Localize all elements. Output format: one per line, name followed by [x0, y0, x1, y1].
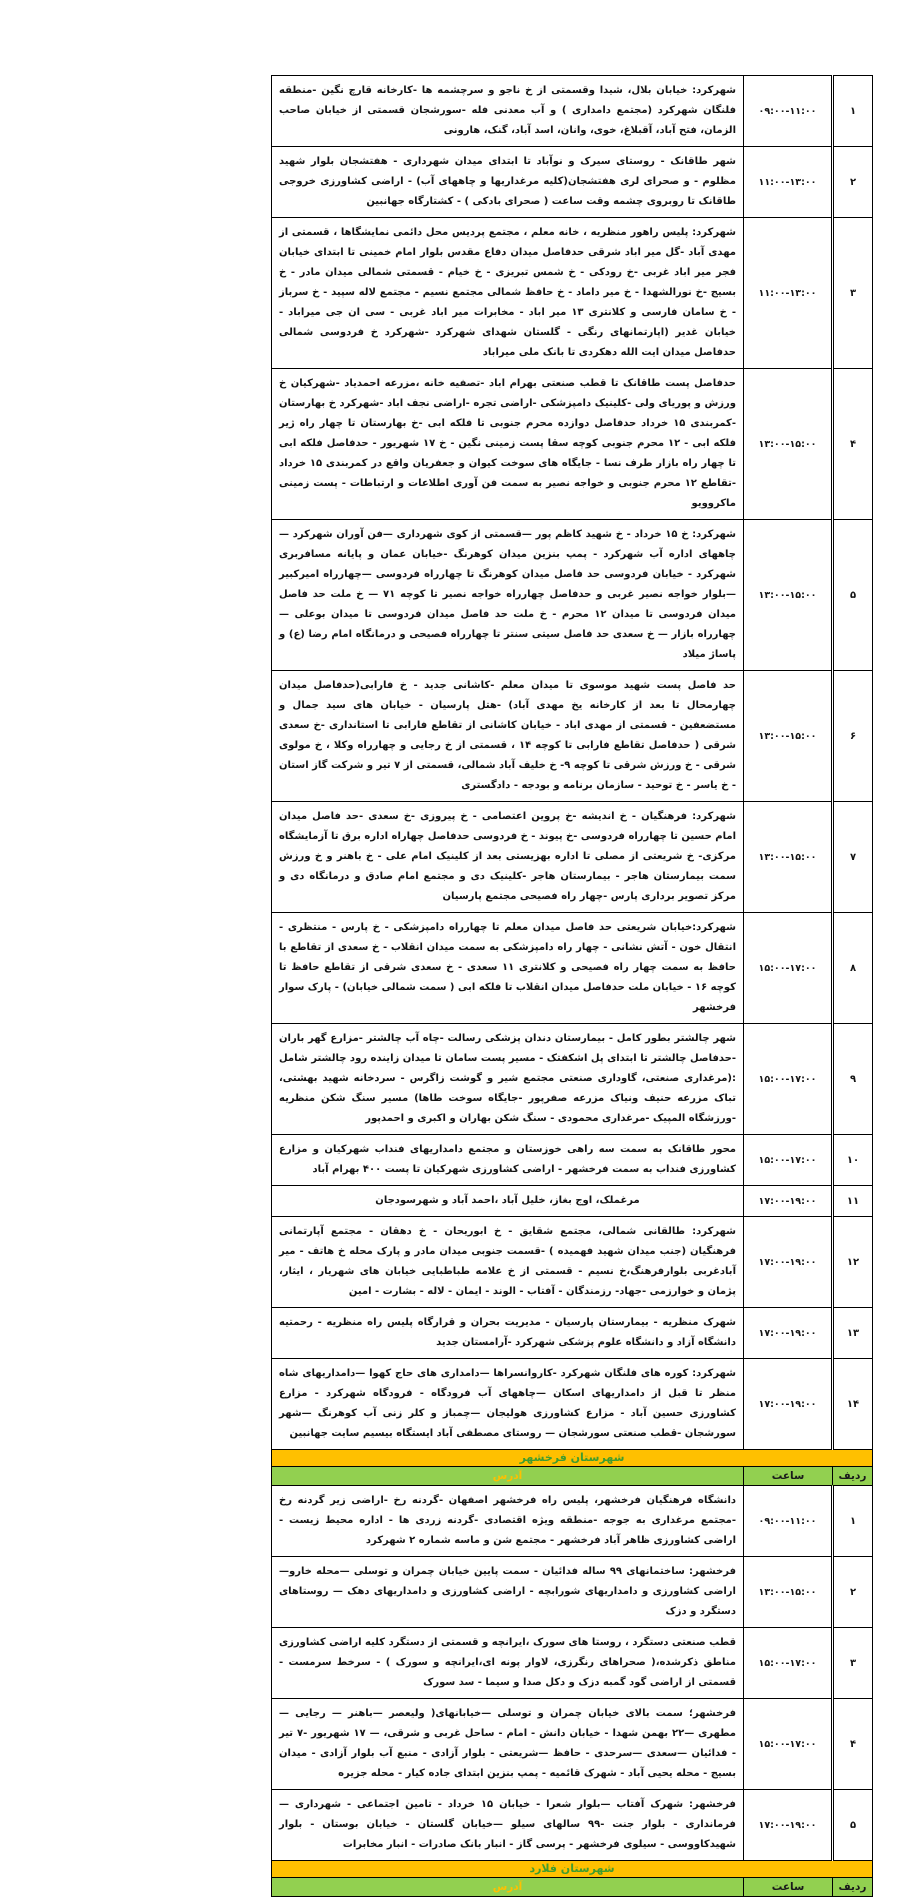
address-cell: شهر طاقانک - روستای سیرک و نوآباد تا ابتدای میدان شهرداری - هفتشجان بلوار شهید مظلوم - و صحرای لری هفتشجان(کلیه مرغداریها و چاههای آب) - اراضی کشاورزی خروجی طاقانک تا روبروی چشمه وقت ساعت ( صحرای بادکی ) - کشتارگاه جهانبین — [272, 147, 744, 218]
time-range: ۱۳:۰۰-۱۵:۰۰ — [758, 1586, 817, 1598]
address-cell: شهر چالشتر بطور کامل - بیمارستان دندان پزشکی رسالت -چاه آب چالشتر -مزارع گهر باران -حدفاصل چالشتر تا ابتدای پل اشکفتک - مسیر پست سامان تا میدان زاینده رود چالشتر شامل :(مرغداری صنعتی، گاوداری صنعتی مجتمع شیر و گوشت زاگرس - سردخانه شهید بهشتی، تباک مزرعه حنیف ونیاک مزرعه صفرپور -جایگاه سوخت طاها) مسیر سنگ شکن منظریه -ورزشگاه المپیک -مرغداری محمودی - سنگ شکن بهاران و اکبری و احمدپور — [272, 1024, 744, 1135]
table-row — [272, 520, 873, 671]
row-number-cell: ۲ — [833, 147, 873, 218]
address-cell: دانشگاه فرهنگیان فرخشهر، پلیس راه فرخشهر اصفهان -گردنه رخ -اراضی زیر گردنه رخ -مجتمع مرغداری به جوجه -منطقه ویژه اقتصادی -گردنه زردی ها - اداره محیط زیست - اراضی کشاورزی ظاهر آباد فرخشهر - مجتمع شن و ماسه شماره ۲ شهرکرد — [272, 1486, 744, 1557]
time-range: ۱۷:۰۰-۱۹:۰۰ — [758, 1256, 817, 1268]
table-row — [272, 1217, 873, 1308]
time-cell — [744, 1359, 833, 1450]
time-range: ۱۷:۰۰-۱۹:۰۰ — [758, 1819, 817, 1831]
address-cell: مرغملک، اوج بغاز، خلیل آباد ،احمد آباد و شهرسودجان — [272, 1186, 744, 1217]
time-range: ۱۵:۰۰-۱۷:۰۰ — [758, 1657, 817, 1669]
time-range: ۱۳:۰۰-۱۵:۰۰ — [758, 851, 817, 863]
time-cell — [744, 671, 833, 802]
row-number-cell: ۵ — [833, 520, 873, 671]
table-row — [272, 1557, 873, 1628]
row-number-cell: ۳ — [833, 218, 873, 369]
address-column-header: آدرس — [272, 1878, 744, 1897]
row-column-header: ردیف — [833, 1467, 873, 1486]
outage-table — [271, 75, 873, 1897]
section-title: شهرستان فرخشهر — [272, 1450, 873, 1467]
table-row — [272, 671, 873, 802]
address-cell: فرخشهر: شهرک آفتاب —بلوار شعرا - خیابان ۱۵ خرداد - تامین اجتماعی - شهرداری —فرمانداری - بلوار جنت -۹۹ سالهای سیلو —خیابان گلستان - خیابان بوستان - بلوار شهیدکاووسی - سیلوی فرخشهر - پرسی گاز - انبار بانک صادرات - انبار مخابرات — [272, 1790, 744, 1861]
table-row — [272, 1359, 873, 1450]
time-range: ۰۹:۰۰-۱۱:۰۰ — [758, 105, 817, 117]
row-number-cell: ۴ — [833, 369, 873, 520]
time-cell — [744, 1699, 833, 1790]
time-cell — [744, 76, 833, 147]
table-row — [272, 218, 873, 369]
time-cell — [744, 1790, 833, 1861]
row-number-cell: ۶ — [833, 671, 873, 802]
address-cell: شهرکرد: خ ۱۵ خرداد - خ شهید کاظم پور —قسمتی از کوی شهرداری —فن آوران شهرکرد —چاههای اداره آب شهرکرد - پمپ بنزین میدان کوهرنگ -خیابان عمان و پایانه مسافربری شهرکرد - خیابان فردوسی حد فاصل میدان کوهرنگ تا چهارراه فردوسی —چهارراه امیرکبیر —بلوار خواجه نصیر غربی و حدفاصل چهارراه خواجه نصیر تا کوچه ۷۱ — خ ملت حد فاصل میدان فردوسی تا میدان ۱۲ محرم - خ ملت حد فاصل میدان فردوسی تا میدان بوعلی — چهارراه بازار — خ سعدی حد فاصل سیتی سنتر تا چهارراه فصیحی و درمانگاه امام رضا (ع) و پاساژ میلاد — [272, 520, 744, 671]
row-number-cell: ۹ — [833, 1024, 873, 1135]
address-cell: محور طاقانک به سمت سه راهی خوزستان و مجتمع دامداریهای فنداب شهرکیان و مزارع کشاورزی فنداب به سمت فرخشهر - اراضی کشاورزی شهرکیان تا پست ۴۰۰ بهرام آباد — [272, 1135, 744, 1186]
section-band-row — [272, 1861, 873, 1878]
table-row — [272, 1486, 873, 1557]
section-title: شهرستان فلارد — [272, 1861, 873, 1878]
time-cell — [744, 802, 833, 913]
address-column-header: آدرس — [272, 1467, 744, 1486]
table-row — [272, 1790, 873, 1861]
time-cell — [744, 218, 833, 369]
address-cell: شهرکرد: پلیس راهور منظریه ، خانه معلم ، مجتمع پردیس محل دائمی نمایشگاها ، قسمتی از مهدی آباد -گل میر اباد شرقی حدفاصل میدان دفاع مقدس بلوار امام خمینی تا ابتدای خیابان فجر میر اباد غربی -خ رودکی - خ شمس تبریزی - خ خیام - قسمتی شمالی میدان مادر - خ بسیج -خ نورالشهدا - خ میر داماد - خ حافظ شمالی مجتمع نسیم - مجتمع لاله سپید - خ سرباز - خ سامان فارسی و کلانتری ۱۳ میر اباد - مخابرات میر اباد غربی - سی ان جی میراباد - خیابان غدیر (اپارتمانهای رنگی - گلستان شهدای شهرکرد -شهرکرد خ فردوسی شمالی حدفاصل میدان ایت الله دهکردی تا بانک ملی میراباد — [272, 218, 744, 369]
table-row — [272, 1628, 873, 1699]
time-range: ۱۵:۰۰-۱۷:۰۰ — [758, 1738, 817, 1750]
time-column-header: ساعت — [744, 1878, 833, 1897]
row-number-cell: ۱۳ — [833, 1308, 873, 1359]
row-number-cell: ۳ — [833, 1628, 873, 1699]
address-cell: شهرکرد: طالقانی شمالی، مجتمع شقایق - خ ابوریحان - خ دهقان - مجتمع آپارتمانی فرهنگیان (جنب میدان شهید فهمیده ) -قسمت جنوبی میدان مادر و پارک محله خ هاتف - میر آبادغربی بلوارفرهنگ،خ نسیم - قسمتی از خ علامه طباطبایی خیابان های شهریار ، ایثار، پژمان و خوارزمی -جهاد- رزمندگان - آفتاب - الوند - ایمان - لاله - بشارت - امین — [272, 1217, 744, 1308]
time-range: ۱۷:۰۰-۱۹:۰۰ — [758, 1398, 817, 1410]
time-cell — [744, 913, 833, 1024]
time-cell — [744, 1486, 833, 1557]
time-cell — [744, 147, 833, 218]
table-row — [272, 1308, 873, 1359]
row-number-cell: ۸ — [833, 913, 873, 1024]
address-cell: شهرکرد: فرهنگیان - خ اندیشه -خ پروین اعتصامی - خ پیروزی -خ سعدی -حد فاصل میدان امام حسین تا چهارراه فردوسی -خ پیوند - خ فردوسی حدفاصل چهاراه اداره برق تا آزمایشگاه مرکزی- خ شریعتی از مصلی تا اداره بهزیستی بعد از کلینیک امام علی - خ باهنر و خ ورزش سمت بیمارستان هاجر - بیمارستان هاجر -کلینیک دی و مجتمع امام صادق و درمانگاه دی و مرکز تصویر برداری پارس -چهار راه فصیحی مجتمع پارسیان — [272, 802, 744, 913]
time-range: ۱۱:۰۰-۱۳:۰۰ — [758, 176, 817, 188]
row-number-cell: ۵ — [833, 1790, 873, 1861]
table-row — [272, 147, 873, 218]
time-cell — [744, 1308, 833, 1359]
row-number-cell: ۱۲ — [833, 1217, 873, 1308]
address-cell: قطب صنعتی دستگرد ، روستا های سورک ،ایرانچه و قسمتی از دستگرد کلیه اراضی کشاورزی مناطق ذکرشده،( صحراهای رنگرزی، لاوار پونه ای،ایرانچه و سورک ) - سرخط سرمست - قسمتی از اراضی گود گمبه دزک و دکل صدا و سیما - سد سورک — [272, 1628, 744, 1699]
table-row — [272, 1699, 873, 1790]
time-range: ۰۹:۰۰-۱۱:۰۰ — [758, 1515, 817, 1527]
time-range: ۱۵:۰۰-۱۷:۰۰ — [758, 1073, 817, 1085]
address-cell: فرخشهر: ساختمانهای ۹۹ ساله فدائیان - سمت پایین خیابان چمران و توسلی —محله خارو—اراضی کشاورزی و دامداریهای شورابچه - اراضی کشاورزی و دامداریهای دهک — روستاهای دستگرد و دزک — [272, 1557, 744, 1628]
row-number-cell: ۱۱ — [833, 1186, 873, 1217]
row-number-cell: ۱۰ — [833, 1135, 873, 1186]
table-row — [272, 802, 873, 913]
row-column-header: ردیف — [833, 1878, 873, 1897]
time-cell — [744, 1024, 833, 1135]
table-row — [272, 1186, 873, 1217]
time-cell — [744, 1628, 833, 1699]
row-number-cell: ۴ — [833, 1699, 873, 1790]
table-row — [272, 76, 873, 147]
time-cell — [744, 369, 833, 520]
address-cell: شهرک منظریه - بیمارستان پارسیان - مدیریت بحران و قرارگاه پلیس راه منظریه - رحمتیه دانشگاه آزاد و دانشگاه علوم پزشکی شهرکرد -آرامستان جدید — [272, 1308, 744, 1359]
address-cell: شهرکرد:خیابان شریعتی حد فاصل میدان معلم تا چهارراه دامپزشکی - خ پارس - منتظری - انتقال خون - آتش نشانی - چهار راه دامپزشکی به سمت میدان انقلاب - خ سعدی از تقاطع با حافظ به سمت چهار راه فصیحی و کلانتری ۱۱ سعدی - خ سعدی شرقی از تقاطع حافظ تا کوچه ۱۶ - خیابان ملت حدفاصل میدان انقلاب تا فلکه ابی ( سمت شمالی خیابان) - پارک سوار فرخشهر — [272, 913, 744, 1024]
address-cell: شهرکرد: خیابان بلال، شیدا وقسمتی از خ ناجو و سرچشمه ها -کارخانه قارچ نگین -منطقه فلنگان شهرکرد (مجتمع دامداری ) و آب معدنی فله -سورشجان قسمتی از خیابان صاحب الزمان، فتح آباد، آقبلاغ، خوی، وانان، اسد آباد، گنک، هارونی — [272, 76, 744, 147]
row-number-cell: ۱۴ — [833, 1359, 873, 1450]
time-range: ۱۷:۰۰-۱۹:۰۰ — [758, 1195, 817, 1207]
row-number-cell: ۱ — [833, 1486, 873, 1557]
table-row — [272, 1024, 873, 1135]
row-number-cell: ۲ — [833, 1557, 873, 1628]
table-row — [272, 369, 873, 520]
time-range: ۱۷:۰۰-۱۹:۰۰ — [758, 1327, 817, 1339]
column-header-row — [272, 1467, 873, 1486]
row-number-cell: ۱ — [833, 76, 873, 147]
time-range: ۱۳:۰۰-۱۵:۰۰ — [758, 730, 817, 742]
row-number-cell: ۷ — [833, 802, 873, 913]
time-cell — [744, 1557, 833, 1628]
time-range: ۱۳:۰۰-۱۵:۰۰ — [758, 589, 817, 601]
outage-table-wrap — [272, 75, 873, 1897]
time-cell — [744, 1135, 833, 1186]
time-range: ۱۳:۰۰-۱۵:۰۰ — [758, 438, 817, 450]
table-row — [272, 913, 873, 1024]
time-column-header: ساعت — [744, 1467, 833, 1486]
time-cell — [744, 1217, 833, 1308]
time-cell — [744, 1186, 833, 1217]
time-range: ۱۵:۰۰-۱۷:۰۰ — [758, 962, 817, 974]
section-band-row — [272, 1450, 873, 1467]
table-row — [272, 1135, 873, 1186]
address-cell: فرخشهر؛ سمت بالای خیابان چمران و توسلی —خیابانهای( ولیعصر —باهنر — رجایی —مطهری —۲۲ بهمن شهدا - خیابان دانش - امام - ساحل غربی و شرقی، — ۱۷ شهریور -۷ تیر - فدائیان —سعدی —سرحدی - حافظ —شریعتی - بلوار آزادی - منبع آب بلوار آزادی - میدان بسیج - محله یحیی آباد - شهرک قائمیه - پمپ بنزین ابتدای جاده کیار - محله جزیره — [272, 1699, 744, 1790]
address-cell: حدفاصل پست طاقانک تا قطب صنعتی بهرام اباد -تصفیه خانه ،مزرعه احمدیاد -شهرکیان خ ورزش و پوریای ولی -کلینیک دامپزشکی -اراضی تجره -اراضی نجف اباد -شهرکرد خ بهارستان -کمربندی ۱۵ خرداد حدفاصل دوازده محرم جنوبی تا فلکه ابی -خ بهارستان تا چهار راه ژیر فلکه ابی - ۱۲ محرم جنوبی کوچه سقا پست زمینی نگین - خ ۱۷ شهریور - حدفاصل فلکه ابی تا چهار راه بازار طرف نسا - جایگاه های سوخت کیوان و جعفریان واقع در کمربندی ۱۵ خرداد -تقاطع ۱۲ محرم جنوبی و خواجه نصیر به سمت فن آوری اطلاعات و ارتباطات - پست زمینی ماکروویو — [272, 369, 744, 520]
address-cell: شهرکرد: کوره های فلنگان شهرکرد -کاروانسراها —دامداری های حاج کهوا —دامداریهای شاه منظر تا قبل از دامداریهای اسکان —چاههای آب فرودگاه - فرودگاه شهرکرد - مزارع کشاورزی حسین آباد - مزارع کشاورزی هولیجان —چمباز و کلر زنی آب کوهرنگ —شهر سورشجان -قطب صنعتی سورشجان — روستای مصطفی آباد ایستگاه بیسیم سایت جهانبین — [272, 1359, 744, 1450]
column-header-row — [272, 1878, 873, 1897]
time-cell — [744, 520, 833, 671]
address-cell: حد فاصل پست شهید موسوی تا میدان معلم -کاشانی جدید - خ فارابی(حدفاصل میدان چهارمحال تا بعد از کارخانه یخ مهدی آباد) -هتل پارسیان - خیابان های سید جمال و مستضعفین - قسمتی از مهدی اباد - خیابان کاشانی از تقاطع فارابی تا استانداری -خ سعدی شرقی ( حدفاصل تقاطع فارابی تا کوچه ۱۴ ، قسمتی از خ رجایی و چهارراه وکلا ، خ مولوی شرقی - خ ورزش شرقی تا کوچه ۹- خ خلیف آباد شمالی، قسمتی از ۷ تیر و شرکت گاز استان - خ یاسر - خ توحید - سازمان برنامه و بودجه - دادگستری — [272, 671, 744, 802]
time-range: ۱۱:۰۰-۱۳:۰۰ — [758, 287, 817, 299]
time-range: ۱۵:۰۰-۱۷:۰۰ — [758, 1154, 817, 1166]
